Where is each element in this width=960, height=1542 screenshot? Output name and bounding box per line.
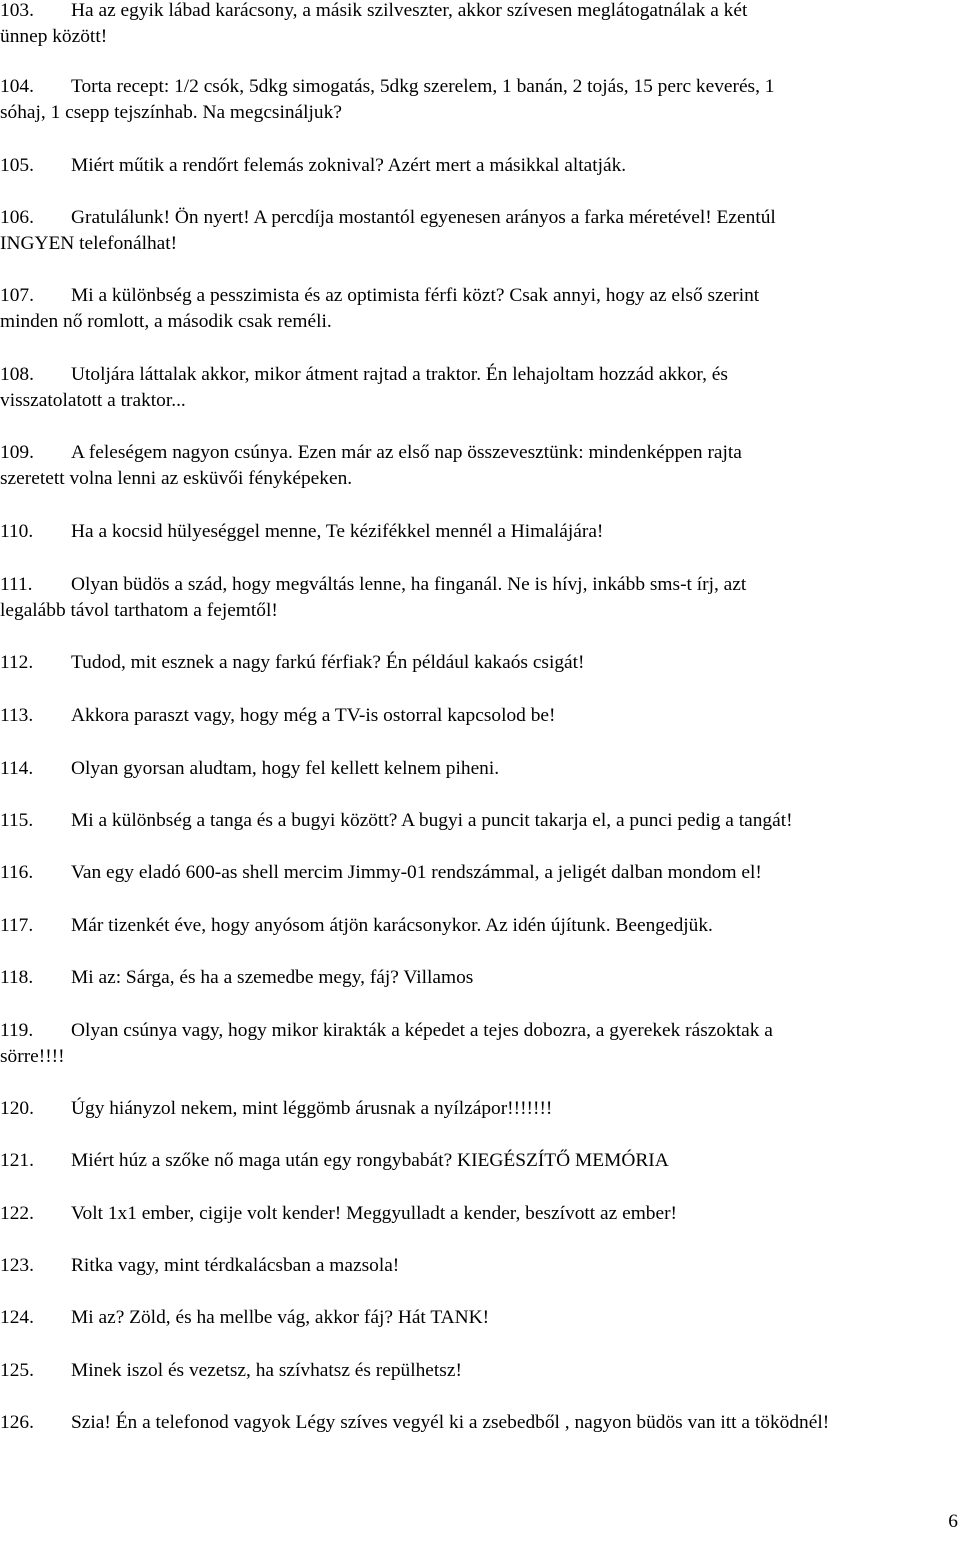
entry-number: 120. (0, 1098, 34, 1119)
entry-number: 113. (0, 705, 34, 726)
entry-text: Mi az: Sárga, és ha a szemedbe megy, fáj? Villamos (71, 967, 474, 988)
list-item-110 (0, 519, 960, 545)
list-item-122 (0, 1201, 960, 1227)
entry-text: Minek iszol és vezetsz, ha szívhatsz és repülhetsz! (71, 1360, 462, 1381)
entry-text: Olyan büdös a szád, hogy megváltás lenne, ha finganál. Ne is hívj, inkább sms-t írj, azt (71, 574, 747, 595)
entry-number: 126. (0, 1412, 34, 1433)
list-item-123 (0, 1253, 960, 1279)
list-item-120 (0, 1096, 960, 1122)
page-number: 6 (948, 1511, 958, 1532)
list-item-109 (0, 440, 960, 492)
entry-number: 125. (0, 1360, 34, 1381)
list-item-118 (0, 965, 960, 991)
entry-text: A feleségem nagyon csúnya. Ezen már az első nap összevesztünk: mindenképpen rajta (71, 442, 742, 463)
list-item-119 (0, 1018, 960, 1070)
list-item-105 (0, 153, 960, 179)
entry-text: Torta recept: 1/2 csók, 5dkg simogatás, 5dkg szerelem, 1 banán, 2 tojás, 15 perc keverés, 1 (71, 76, 775, 97)
list-item-115 (0, 808, 960, 834)
entry-text-continued: szeretett volna lenni az esküvői fényképeken. (0, 468, 353, 489)
entry-text-continued: visszatolatott a traktor... (0, 390, 186, 411)
entry-number: 105. (0, 155, 34, 176)
entry-text: Mi az? Zöld, és ha mellbe vág, akkor fáj? Hát TANK! (71, 1307, 490, 1328)
list-item-106 (0, 205, 960, 257)
entry-text-continued: legalább távol tarthatom a fejemtől! (0, 600, 278, 621)
entry-text-continued: sörre!!!! (0, 1046, 65, 1067)
entry-number: 112. (0, 652, 34, 673)
entry-number: 121. (0, 1150, 34, 1171)
entry-number: 109. (0, 442, 34, 463)
entry-number: 110. (0, 521, 34, 542)
entry-text: Ha az egyik lábad karácsony, a másik szilveszter, akkor szívesen meglátogatnálak a két (71, 0, 748, 21)
entry-text: Olyan csúnya vagy, hogy mikor kirakták a képedet a tejes dobozra, a gyerekek rászoktak a (71, 1020, 773, 1041)
entry-text: Miért húz a szőke nő maga után egy rongybabát? KIEGÉSZÍTŐ MEMÓRIA (71, 1150, 669, 1171)
entry-number: 106. (0, 207, 34, 228)
entry-number: 119. (0, 1020, 34, 1041)
entry-number: 108. (0, 364, 34, 385)
entry-number: 118. (0, 967, 34, 988)
list-item-103 (0, 0, 960, 50)
list-item-107 (0, 283, 960, 335)
entry-number: 114. (0, 758, 34, 779)
entry-text-continued: sóhaj, 1 csepp tejszínhab. Na megcsináljuk? (0, 102, 342, 123)
entry-number: 117. (0, 915, 34, 936)
list-item-117 (0, 913, 960, 939)
list-item-125 (0, 1358, 960, 1384)
entry-number: 124. (0, 1307, 34, 1328)
list-item-108 (0, 362, 960, 414)
entry-text: Ha a kocsid hülyeséggel menne, Te kézifékkel mennél a Himalájára! (71, 521, 604, 542)
list-item-111 (0, 572, 960, 624)
entry-number: 107. (0, 285, 34, 306)
entry-number: 115. (0, 810, 34, 831)
entry-text: Tudod, mit esznek a nagy farkú férfiak? Én például kakaós csigát! (71, 652, 585, 673)
entry-text: Mi a különbség a tanga és a bugyi között? A bugyi a puncit takarja el, a punci pedig a tangát! (71, 810, 793, 831)
entry-text: Akkora paraszt vagy, hogy még a TV-is ostorral kapcsolod be! (71, 705, 556, 726)
entry-number: 116. (0, 862, 34, 883)
entry-text: Utoljára láttalak akkor, mikor átment rajtad a traktor. Én lehajoltam hozzád akkor, és (71, 364, 728, 385)
entry-text-continued: minden nő romlott, a második csak reméli. (0, 311, 332, 332)
entry-text: Ritka vagy, mint térdkalácsban a mazsola! (71, 1255, 400, 1276)
entry-text: Volt 1x1 ember, cigije volt kender! Meggyulladt a kender, beszívott az ember! (71, 1203, 678, 1224)
list-item-113 (0, 703, 960, 729)
entry-text: Gratulálunk! Ön nyert! A percdíja mostantól egyenesen arányos a farka méretével! Ezentúl (71, 207, 776, 228)
entry-text: Van egy eladó 600-as shell mercim Jimmy-01 rendszámmal, a jeligét dalban mondom el! (71, 862, 762, 883)
entry-text: Úgy hiányzol nekem, mint léggömb árusnak a nyílzápor!!!!!!! (71, 1098, 553, 1119)
entry-text-continued: ünnep között! (0, 26, 108, 47)
entry-number: 103. (0, 0, 34, 21)
entry-number: 104. (0, 76, 34, 97)
entry-number: 111. (0, 574, 33, 595)
entry-text: Olyan gyorsan aludtam, hogy fel kellett kelnem piheni. (71, 758, 500, 779)
entry-number: 123. (0, 1255, 34, 1276)
list-item-104 (0, 74, 960, 126)
list-item-126 (0, 1410, 960, 1436)
list-item-121 (0, 1148, 960, 1174)
entry-text-continued: INGYEN telefonálhat! (0, 233, 178, 254)
entry-number: 122. (0, 1203, 34, 1224)
entry-text: Szia! Én a telefonod vagyok Légy szíves vegyél ki a zsebedből , nagyon büdös van itt a töködnél! (71, 1412, 830, 1433)
list-item-114 (0, 756, 960, 782)
list-item-112 (0, 650, 960, 676)
entry-text: Miért műtik a rendőrt felemás zoknival? Azért mert a másikkal altatják. (71, 155, 627, 176)
entry-text: Már tizenkét éve, hogy anyósom átjön karácsonykor. Az idén újítunk. Beengedjük. (71, 915, 713, 936)
entry-text: Mi a különbség a pesszimista és az optimista férfi közt? Csak annyi, hogy az első szerint (71, 285, 760, 306)
list-item-116 (0, 860, 960, 886)
list-item-124 (0, 1305, 960, 1331)
